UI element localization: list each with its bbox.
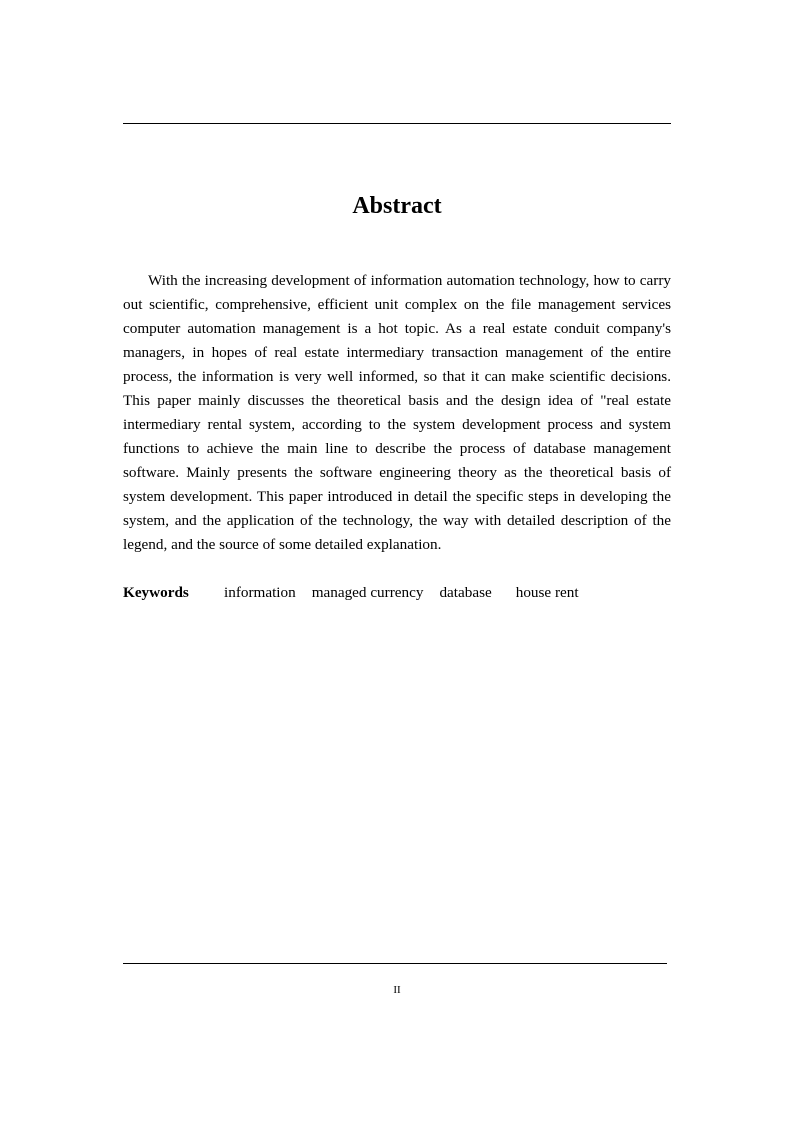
abstract-title: Abstract (352, 193, 442, 219)
keywords-label: Keywords (123, 584, 189, 601)
header-rule (123, 123, 671, 124)
keywords-line (123, 581, 671, 605)
keyword-item: database (439, 584, 492, 601)
keyword-item: managed currency (311, 584, 424, 601)
footer-rule (123, 963, 667, 964)
keyword-item: information (224, 584, 296, 601)
keyword-item: house rent (515, 584, 579, 601)
page-number: II (393, 984, 401, 996)
abstract-body: With the increasing development of information automation technology, how to carry out scientific, comprehensive, efficient unit complex on the file management services computer automation management is a hot topic. As a real estate conduit company's managers, in hopes of real estate intermediary transaction management of the entire process, the information is very well informed, so that it can make scientific decisions. This paper mainly discusses the theoretical basis and the design idea of "real estate intermediary rental system, according to the system development process and system functions to achieve the main line to describe the process of database management software. Mainly presents the software engineering theory as the theoretical basis of system development. This paper introduced in detail the specific steps in developing the system, and the application of the technology, the way with detailed description of the legend, and the source of some detailed explanation. (123, 272, 671, 553)
